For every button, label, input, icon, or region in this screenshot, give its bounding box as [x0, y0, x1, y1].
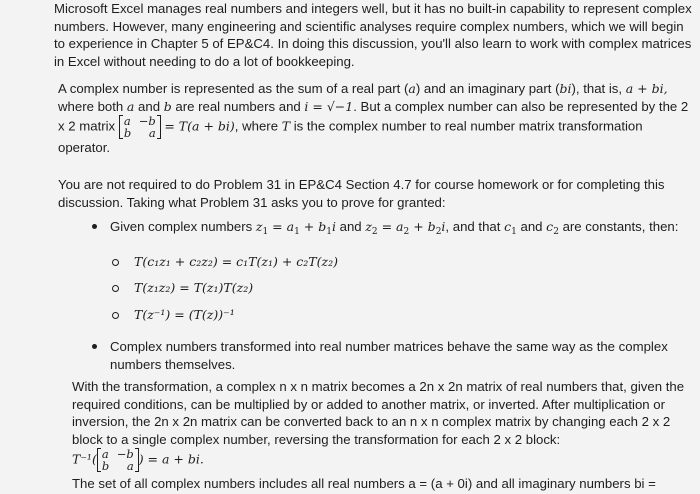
- c2: $c_2$: [546, 219, 559, 237]
- p2-b: b: [163, 98, 172, 114]
- p2-text-7: . But a complex number can also be represented by the 2 x 2 matrix: [58, 98, 689, 134]
- t-equation: = T(a + bi): [164, 118, 235, 134]
- p2-a-2: a: [126, 98, 135, 114]
- tinv-label: T⁻¹(: [72, 451, 97, 467]
- product-expr: T(z₁z₂) = T(z₁)T(z₂): [134, 280, 254, 295]
- p2-text-1: A complex number is represented as the sum of a real part (: [58, 81, 409, 96]
- inv-matrix-a: a: [101, 447, 109, 462]
- matrix-b: b: [123, 126, 132, 141]
- matrix-a2: a: [148, 126, 156, 141]
- complex-definition-paragraph: [58, 80, 694, 157]
- p2-T: T: [281, 118, 291, 134]
- bullet-dot-icon: [92, 344, 97, 349]
- c1: $c_1$: [504, 219, 517, 237]
- matrix-a: a: [123, 114, 131, 129]
- z2-def: $z_2 = a_2 + b_2i$: [365, 219, 446, 237]
- b1-text-1: Given complex numbers: [110, 219, 256, 234]
- z1-def: $z_1 = a_1 + b_1i$: [255, 219, 336, 237]
- inv-matrix-neg-b: −b: [116, 447, 134, 462]
- p2-text-9: is the complex number to real number matrix transformation operator.: [58, 118, 643, 156]
- two-by-two-matrix: [119, 115, 161, 139]
- b1-text-3: and: [516, 219, 547, 234]
- b2-text: Complex numbers transformed into real number matrices behave the same way as the complex numbers themselves.: [110, 339, 668, 372]
- p2-a: a: [408, 81, 416, 96]
- bullet-list-2: [92, 338, 692, 373]
- inverse-matrix: [97, 448, 139, 472]
- p4-text: With the transformation, a complex n x n matrix becomes a 2n x 2n matrix of real numbers that, given the required conditions, can be multiplied by or added to another matrix, or inverted. After multiplication or inversion, the 2n x 2n matrix can be converted back to an n x n complex matrix by changing each 2 x 2 block to a single complex number, reversing the transformation for each 2 x 2 block:: [72, 379, 685, 447]
- bullet-behave-same: [92, 338, 692, 373]
- p2-text-4: where both: [58, 98, 127, 114]
- b1-text-4: are constants, then:: [558, 219, 679, 234]
- not-required-paragraph: You are not required to do Problem 31 in EP&C4 Section 4.7 for course homework or for completing this discussion. Taking what Problem 31 asks you to prove for granted:: [58, 177, 665, 210]
- p2-bi: bi: [559, 81, 572, 96]
- bullet-list: [92, 218, 692, 236]
- circle-bullet-icon: [112, 259, 119, 266]
- p2-text-6: are real numbers and: [171, 98, 305, 114]
- transformation-paragraph: [72, 378, 694, 472]
- intro-paragraph: Microsoft Excel manages real numbers and integers well, but it has no built-in capability to represent complex numbers. However, many engineering and scientific analyses require complex numbers, which we will begin to experience in Chapter 5 of EP&C4. In doing this discussion, you'll also learn to work with complex matrices in Excel without needing to do a lot of bookkeeping.: [54, 1, 692, 69]
- p2-text-5: and: [134, 98, 164, 114]
- inverse-expr: T(z⁻¹) = (T(z))⁻¹: [134, 307, 235, 322]
- matrix-neg-b: −b: [138, 114, 156, 129]
- p2-text-8: , where: [234, 118, 282, 134]
- b1-text-2: , and that: [445, 219, 505, 234]
- p2-i-equation: i = √−1: [304, 98, 354, 114]
- inverse-result: ) = a + bi.: [138, 451, 204, 467]
- bullet-given-complex: Given complex numbers $z_1 = a_1 + b_1i$ and $z_2 = a_2 + b_2i$, and that $c_1$ and $c_2$ are constants, then:: [92, 218, 692, 236]
- inv-matrix-b: b: [101, 459, 110, 474]
- bullet-dot-icon: [92, 224, 97, 229]
- inv-matrix-a2: a: [126, 459, 134, 474]
- p2-text-2: ) and an imaginary part (: [415, 81, 560, 96]
- p2-text-3: ), that is,: [571, 81, 626, 96]
- circle-bullet-icon: [112, 285, 119, 292]
- set-of-complex-paragraph: The set of all complex numbers includes all real numbers a = (a + 0i) and all imaginary numbers bi =: [72, 476, 656, 491]
- linearity-expr: T(c₁z₁ + c₂z₂) = c₁T(z₁) + c₂T(z₂): [134, 254, 338, 269]
- p2-a-plus-bi: a + bi,: [625, 81, 668, 96]
- circle-bullet-icon: [112, 312, 119, 319]
